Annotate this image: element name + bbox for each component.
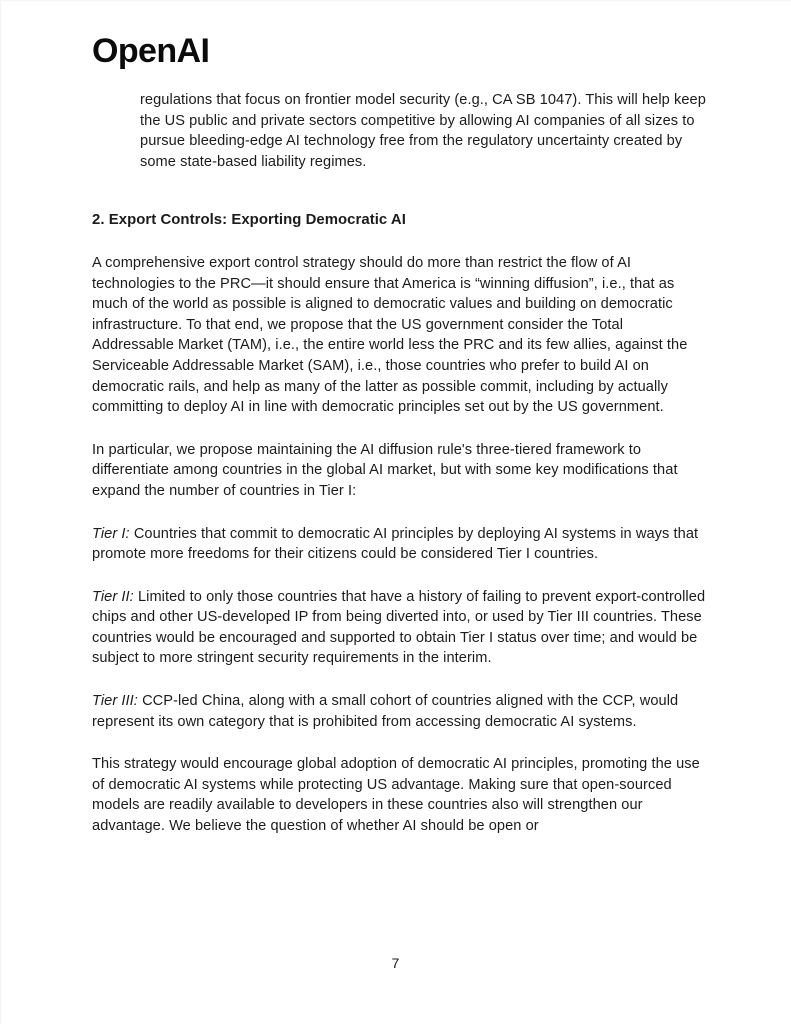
page-edge-shadow-top <box>0 0 791 2</box>
openai-logo: OpenAI <box>92 32 210 70</box>
tier-label-2: Tier II: <box>92 588 134 605</box>
tier-label-1: Tier I: <box>92 525 130 542</box>
tier-paragraph-1 <box>92 524 706 565</box>
masthead <box>92 31 209 71</box>
tier-text-1: Countries that commit to democratic AI principles by deploying AI systems in ways that promote more freedoms for their citizens could be considered Tier I countries. <box>92 525 699 563</box>
page-number: 7 <box>391 956 400 972</box>
document-body <box>92 90 706 837</box>
section-heading-export-controls: 2. Export Controls: Exporting Democratic AI <box>92 212 406 229</box>
continued-paragraph: regulations that focus on frontier model security (e.g., CA SB 1047). This will help keep the US public and private sectors competitive by allowing AI companies of all sizes to pursue bleeding-edge AI technology free from the regulatory uncertainty created by some state-based liability regimes. <box>140 92 706 170</box>
paragraph-diffusion-rule: In particular, we propose maintaining the AI diffusion rule's three-tiered framework to differentiate among countries in the global AI market, but with some key modifications that expand the number of countries in Tier I: <box>92 441 678 499</box>
tier-paragraph-3 <box>92 691 706 732</box>
tier-text-3: CCP-led China, along with a small cohort of countries aligned with the CCP, would represent its own category that is prohibited from accessing democratic AI systems. <box>92 693 679 730</box>
paragraph-global-adoption: This strategy would encourage global adoption of democratic AI principles, promoting the use of democratic AI systems while protecting US advantage. Making sure that open-sourced models are readily available to developers in these countries also will strengthen our advantage. We believe the question of whether AI should be open or <box>92 756 700 835</box>
tier-label-3: Tier III: <box>92 693 138 710</box>
tier-paragraph-2 <box>92 587 706 669</box>
page-edge-shadow-left <box>0 0 2 1024</box>
paragraph-export-strategy: A comprehensive export control strategy should do more than restrict the flow of AI technologies to the PRC—it should ensure that America is “winning diffusion”, i.e., that as much of the world as possible is aligned to democratic values and building on democratic infrastructure. To that end, we propose that the US government consider the Total Addressable Market (TAM), i.e., the entire world less the PRC and its few allies, against the Serviceable Addressable Market (SAM), i.e., those countries who prefer to build AI on democratic rails, and help as many of the latter as possible commit, including by actually committing to deploy AI in line with democratic principles set out by the US government. <box>92 254 688 416</box>
tier-text-2: Limited to only those countries that have a history of failing to prevent export-controlled chips and other US-developed IP from being diverted into, or used by Tier III countries. These countries would be encouraged and supported to obtain Tier I status over time; and would be subject to more stringent security requirements in the interim. <box>92 588 706 667</box>
